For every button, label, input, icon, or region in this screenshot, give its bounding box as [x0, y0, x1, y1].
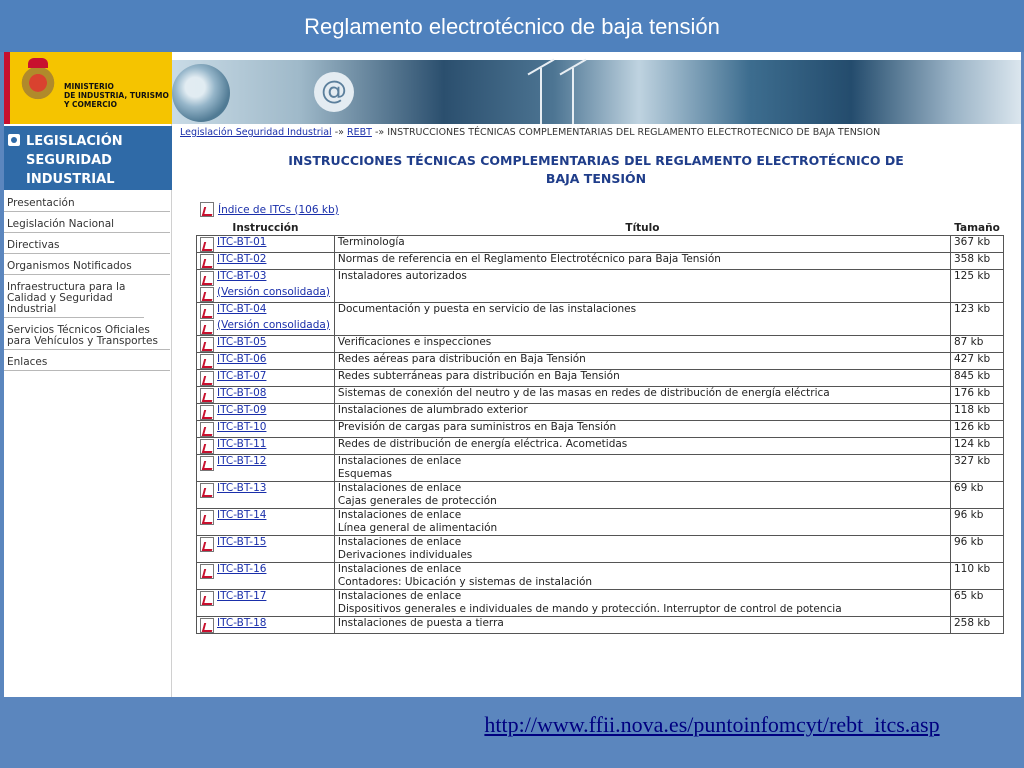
cell-titulo [334, 454, 950, 481]
table-row [197, 352, 1004, 369]
breadcrumb [180, 127, 1020, 138]
cell-tamano: 123 kb [950, 302, 1003, 335]
itc-table [196, 222, 1004, 634]
title-line: Redes de distribución de energía eléctrica. Acometidas [337, 437, 628, 450]
cell-tamano: 118 kb [950, 403, 1003, 420]
cell-instruccion [197, 562, 335, 589]
instruction-link-row [200, 509, 331, 525]
instruction-link-row [200, 370, 331, 386]
itc-link[interactable]: ITC-BT-16 [217, 562, 267, 575]
pdf-icon[interactable] [200, 483, 214, 498]
itc-link[interactable]: ITC-BT-07 [217, 369, 267, 382]
cell-instruccion [197, 302, 335, 335]
section-icon [8, 134, 20, 146]
cell-instruccion [197, 616, 335, 633]
consolidated-version-link[interactable]: (Versión consolidada) [217, 285, 330, 298]
instruction-link-row [200, 303, 331, 319]
cell-tamano: 69 kb [950, 481, 1003, 508]
sidebar-item-presentacion[interactable]: Presentación [4, 196, 170, 212]
cell-titulo [334, 335, 950, 352]
itc-link[interactable]: ITC-BT-18 [217, 616, 267, 629]
sidebar-item-enlaces[interactable]: Enlaces [4, 355, 170, 371]
table-row [197, 369, 1004, 386]
table-row [197, 437, 1004, 454]
cell-titulo [334, 235, 950, 252]
table-row [197, 508, 1004, 535]
itc-link[interactable]: ITC-BT-17 [217, 589, 267, 602]
ministry-logo[interactable] [4, 52, 172, 124]
instruction-link-row [200, 536, 331, 552]
breadcrumb-separator: -» [371, 127, 388, 138]
wind-turbine-icon [572, 68, 574, 124]
instruction-link-row [200, 563, 331, 579]
sidebar-item-directivas[interactable]: Directivas [4, 238, 170, 254]
table-row [197, 403, 1004, 420]
table-row [197, 269, 1004, 302]
column-header-tamano: Tamaño [954, 222, 1000, 235]
itc-link[interactable]: ITC-BT-11 [217, 437, 267, 450]
table-row [197, 386, 1004, 403]
title-line: Redes subterráneas para distribución en Baja Tensión [337, 369, 620, 382]
source-url-link[interactable]: http://www.ffii.nova.es/puntoinfomcyt/rebt_itcs.asp [484, 712, 940, 737]
pdf-icon[interactable] [200, 320, 214, 335]
index-itcs-link[interactable]: Índice de ITCs (106 kb) [218, 203, 339, 216]
page-title-line: BAJA TENSIÓN [545, 171, 647, 186]
wind-turbine-icon [540, 68, 542, 124]
cell-titulo [334, 352, 950, 369]
breadcrumb-separator: -» [331, 127, 347, 138]
cell-titulo [334, 302, 950, 335]
table-row [197, 535, 1004, 562]
itc-link[interactable]: ITC-BT-05 [217, 335, 267, 348]
title-line: Instalaciones de enlace [337, 508, 462, 521]
ministry-name [64, 82, 176, 109]
cell-titulo [334, 535, 950, 562]
globe-icon [172, 64, 230, 122]
cell-tamano: 87 kb [950, 335, 1003, 352]
table-row [197, 252, 1004, 269]
sidebar-item-servicios-tecnicos[interactable]: Servicios Técnicos Oficiales para Vehículos y Transportes [4, 323, 170, 350]
pdf-icon[interactable] [200, 202, 214, 217]
consolidated-version-link[interactable]: (Versión consolidada) [217, 318, 330, 331]
cell-instruccion [197, 589, 335, 616]
pdf-icon[interactable] [200, 304, 214, 319]
pdf-icon[interactable] [200, 405, 214, 420]
title-line: Dispositivos generales e individuales de mando y protección. Interruptor de control de potencia [337, 602, 842, 615]
table-row [197, 420, 1004, 437]
coat-of-arms-icon [20, 64, 56, 106]
pdf-icon[interactable] [200, 271, 214, 286]
itc-link[interactable]: ITC-BT-08 [217, 386, 267, 399]
cell-tamano: 258 kb [950, 616, 1003, 633]
cell-tamano: 65 kb [950, 589, 1003, 616]
title-line: Instalaciones de enlace [337, 535, 462, 548]
table-row [197, 235, 1004, 252]
itc-link[interactable]: ITC-BT-09 [217, 403, 267, 416]
title-line: Verificaciones e inspecciones [337, 335, 492, 348]
cell-titulo [334, 369, 950, 386]
cell-tamano: 327 kb [950, 454, 1003, 481]
instruction-link-row [200, 387, 331, 403]
pdf-icon[interactable] [200, 456, 214, 471]
pdf-icon[interactable] [200, 354, 214, 369]
cell-titulo [334, 403, 950, 420]
table-row [197, 562, 1004, 589]
title-line: Documentación y puesta en servicio de las instalaciones [337, 302, 637, 315]
cell-tamano: 427 kb [950, 352, 1003, 369]
cell-tamano: 96 kb [950, 535, 1003, 562]
itc-link[interactable]: ITC-BT-01 [217, 235, 267, 248]
cell-tamano: 110 kb [950, 562, 1003, 589]
title-line: Sistemas de conexión del neutro y de las masas en redes de distribución de energía eléctrica [337, 386, 830, 399]
cell-titulo [334, 437, 950, 454]
pdf-icon[interactable] [200, 439, 214, 454]
table-row [197, 335, 1004, 352]
table-header-row [197, 222, 1004, 235]
pdf-icon[interactable] [200, 564, 214, 579]
itc-link[interactable]: ITC-BT-13 [217, 481, 267, 494]
instruction-link-row [200, 404, 331, 420]
itc-link[interactable]: ITC-BT-02 [217, 252, 267, 265]
sidebar-item-legislacion-nacional[interactable]: Legislación Nacional [4, 217, 170, 233]
instruction-link-row [200, 236, 331, 252]
sidebar-heading[interactable] [4, 126, 172, 190]
title-line: Instalaciones de enlace [337, 562, 462, 575]
instruction-link-row [200, 421, 331, 437]
cell-instruccion [197, 235, 335, 252]
cell-instruccion [197, 420, 335, 437]
table-row [197, 589, 1004, 616]
cell-instruccion [197, 535, 335, 562]
index-link-row [200, 202, 339, 217]
instruction-link-row [200, 590, 331, 606]
itc-link[interactable]: ITC-BT-04 [217, 302, 267, 315]
pdf-icon[interactable] [200, 422, 214, 437]
sidebar-nav [4, 196, 172, 376]
table-row [197, 616, 1004, 633]
cell-tamano: 124 kb [950, 437, 1003, 454]
at-sign-icon: @ [314, 72, 354, 112]
title-line: Esquemas [337, 467, 392, 480]
cell-titulo [334, 252, 950, 269]
title-line: Instalaciones de alumbrado exterior [337, 403, 528, 416]
cell-instruccion [197, 403, 335, 420]
itc-link[interactable]: ITC-BT-06 [217, 352, 267, 365]
table-row [197, 481, 1004, 508]
pdf-icon[interactable] [200, 237, 214, 252]
column-header-titulo: Título [625, 222, 660, 235]
instruction-link-row [200, 617, 331, 633]
title-line: Derivaciones individuales [337, 548, 473, 561]
cell-instruccion [197, 454, 335, 481]
cell-instruccion [197, 252, 335, 269]
title-line: Previsión de cargas para suministros en Baja Tensión [337, 420, 617, 433]
sidebar [4, 124, 172, 697]
pdf-icon[interactable] [200, 337, 214, 352]
itc-link[interactable]: ITC-BT-03 [217, 269, 267, 282]
table-body [197, 235, 1004, 633]
instruction-link-row [200, 455, 331, 471]
pdf-icon[interactable] [200, 510, 214, 525]
cell-tamano: 125 kb [950, 269, 1003, 302]
sidebar-item-organismos-notificados[interactable]: Organismos Notificados [4, 259, 170, 275]
breadcrumb-current: INSTRUCCIONES TÉCNICAS COMPLEMENTARIAS DEL REGLAMENTO ELECTROTECNICO DE BAJA TENSION [387, 127, 881, 138]
title-line: Redes aéreas para distribución en Baja Tensión [337, 352, 586, 365]
sidebar-heading-line: LEGISLACIÓN [26, 134, 123, 149]
instruction-link-row [200, 319, 331, 335]
title-line: Instalaciones de enlace [337, 454, 462, 467]
table-row [197, 454, 1004, 481]
pdf-icon[interactable] [200, 388, 214, 403]
title-line: Instaladores autorizados [337, 269, 467, 282]
cell-titulo [334, 616, 950, 633]
cell-titulo [334, 386, 950, 403]
cell-titulo [334, 420, 950, 437]
ministry-line: Y COMERCIO [64, 100, 117, 109]
itc-link[interactable]: ITC-BT-14 [217, 508, 267, 521]
browser-screenshot [4, 52, 1021, 697]
pdf-icon[interactable] [200, 371, 214, 386]
page-title-line: INSTRUCCIONES TÉCNICAS COMPLEMENTARIAS DEL REGLAMENTO ELECTROTÉCNICO DE [288, 153, 904, 168]
instruction-link-row [200, 286, 331, 302]
cell-titulo [334, 562, 950, 589]
cell-titulo [334, 481, 950, 508]
instruction-link-row [200, 482, 331, 498]
cell-tamano: 126 kb [950, 420, 1003, 437]
instruction-link-row [200, 336, 331, 352]
ministry-line: DE INDUSTRIA, TURISMO [64, 91, 169, 100]
cell-titulo [334, 589, 950, 616]
breadcrumb-link-seguridad-industrial[interactable]: Legislación Seguridad Industrial [180, 127, 332, 138]
cell-instruccion [197, 481, 335, 508]
cell-titulo [334, 508, 950, 535]
cell-tamano: 845 kb [950, 369, 1003, 386]
table-row [197, 302, 1004, 335]
sidebar-heading-line: INDUSTRIAL [26, 172, 115, 187]
pdf-icon[interactable] [200, 287, 214, 302]
sidebar-heading-text [26, 132, 166, 189]
sidebar-item-infraestructura[interactable]: Infraestructura para la Calidad y Seguridad Industrial [4, 280, 144, 318]
cell-instruccion [197, 335, 335, 352]
title-line: Normas de referencia en el Reglamento Electrotécnico para Baja Tensión [337, 252, 721, 265]
itc-link[interactable]: ITC-BT-10 [217, 420, 267, 433]
cell-instruccion [197, 369, 335, 386]
itc-link[interactable]: ITC-BT-15 [217, 535, 267, 548]
site-header [4, 52, 1021, 124]
title-line: Instalaciones de enlace [337, 481, 462, 494]
title-line: Cajas generales de protección [337, 494, 497, 507]
instruction-link-row [200, 353, 331, 369]
cell-instruccion [197, 269, 335, 302]
itc-link[interactable]: ITC-BT-12 [217, 454, 267, 467]
pdf-icon[interactable] [200, 618, 214, 633]
page-title [206, 152, 986, 188]
cell-tamano: 367 kb [950, 235, 1003, 252]
breadcrumb-link-rebt[interactable]: REBT [346, 127, 372, 138]
cell-instruccion [197, 386, 335, 403]
pdf-icon[interactable] [200, 537, 214, 552]
pdf-icon[interactable] [200, 254, 214, 269]
title-line: Instalaciones de enlace [337, 589, 462, 602]
column-header-instruccion: Instrucción [232, 222, 299, 235]
cell-instruccion [197, 508, 335, 535]
ministry-line: MINISTERIO [64, 82, 114, 91]
crown-icon [28, 58, 48, 68]
cell-tamano: 96 kb [950, 508, 1003, 535]
slide-title: Reglamento electrotécnico de baja tensión [0, 0, 1024, 52]
title-line: Contadores: Ubicación y sistemas de instalación [337, 575, 593, 588]
cell-tamano: 358 kb [950, 252, 1003, 269]
title-line: Línea general de alimentación [337, 521, 498, 534]
header-banner-image [172, 60, 1021, 124]
cell-instruccion [197, 437, 335, 454]
title-line: Instalaciones de puesta a tierra [337, 616, 504, 629]
main-content [176, 124, 1021, 697]
sidebar-heading-line: SEGURIDAD [26, 153, 112, 168]
cell-tamano: 176 kb [950, 386, 1003, 403]
title-line: Terminología [337, 235, 405, 248]
instruction-link-row [200, 253, 331, 269]
cell-instruccion [197, 352, 335, 369]
pdf-icon[interactable] [200, 591, 214, 606]
instruction-link-row [200, 438, 331, 454]
instruction-link-row [200, 270, 331, 286]
cell-titulo [334, 269, 950, 302]
